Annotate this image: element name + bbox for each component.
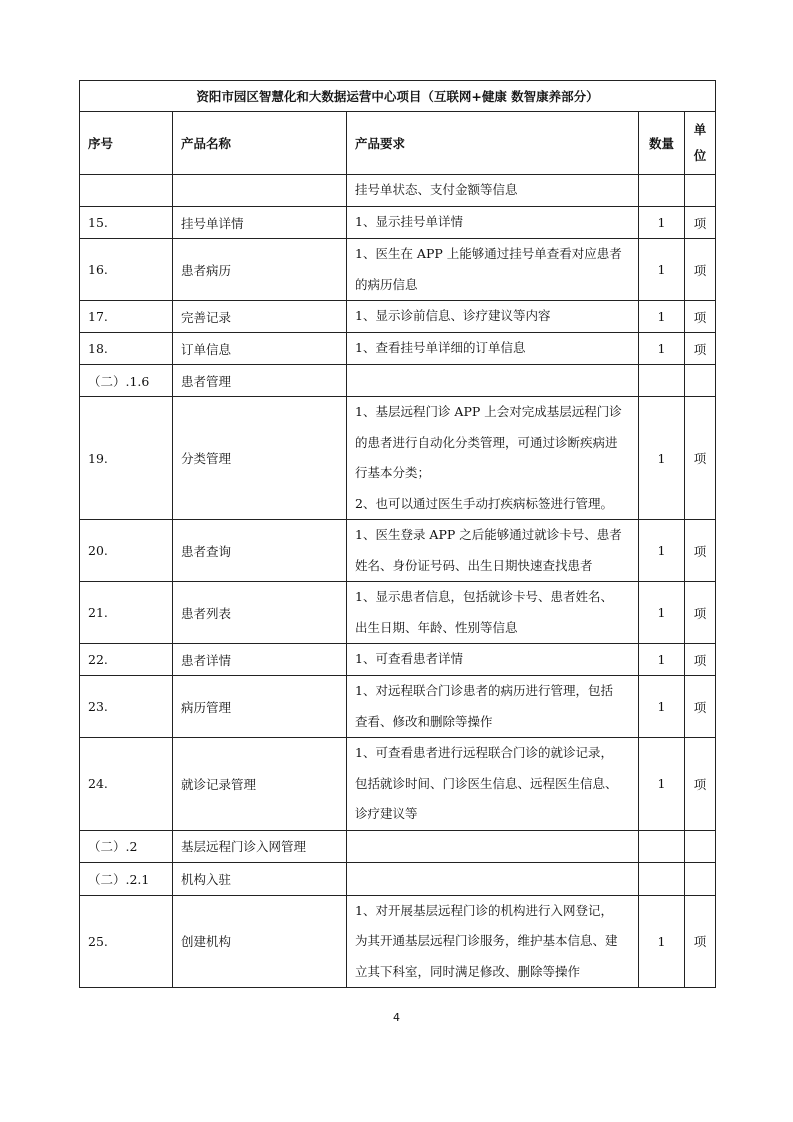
table-header-row xyxy=(80,112,716,175)
table-row xyxy=(80,676,716,738)
cell-index: 20. xyxy=(80,520,173,582)
cell-quantity: 1 xyxy=(639,239,685,301)
requirement-line: 1、基层远程门诊 APP 上会对完成基层远程门诊 xyxy=(355,404,622,419)
cell-unit xyxy=(685,830,716,862)
cell-requirement xyxy=(347,830,639,862)
cell-quantity: 1 xyxy=(639,207,685,239)
requirement-line: 立其下科室，同时满足修改、删除等操作 xyxy=(355,963,581,979)
cell-index: 18. xyxy=(80,333,173,365)
requirement-line: 1、可查看患者详情 xyxy=(355,651,463,667)
cell-requirement xyxy=(347,582,639,644)
cell-quantity: 1 xyxy=(639,738,685,831)
cell-index: 15. xyxy=(80,207,173,239)
cell-index: （二）.1.6 xyxy=(80,365,173,397)
requirement-line: 1、查看挂号单详细的订单信息 xyxy=(355,340,526,356)
cell-requirement xyxy=(347,365,639,397)
cell-name: 订单信息 xyxy=(173,333,347,365)
requirement-line: 1、对远程联合门诊患者的病历进行管理，包括 xyxy=(355,683,613,698)
cell-index: （二）.2.1 xyxy=(80,862,173,895)
table-row xyxy=(80,582,716,644)
cell-name: 基层远程门诊入网管理 xyxy=(173,830,347,862)
cell-quantity xyxy=(639,175,685,207)
cell-name: 创建机构 xyxy=(173,895,347,988)
cell-quantity: 1 xyxy=(639,333,685,365)
cell-name: 分类管理 xyxy=(173,397,347,520)
requirement-line: 包括就诊时间、门诊医生信息、远程医生信息、 xyxy=(355,775,618,791)
cell-quantity: 1 xyxy=(639,520,685,582)
requirement-line: 为其开通基层远程门诊服务，维护基本信息、建 xyxy=(355,933,618,948)
cell-index xyxy=(80,175,173,207)
cell-quantity xyxy=(639,365,685,397)
cell-unit: 项 xyxy=(685,333,716,365)
cell-name: 机构入驻 xyxy=(173,862,347,895)
page-number: 4 xyxy=(393,1011,400,1024)
table-row xyxy=(80,365,716,397)
requirement-line: 1、可查看患者进行远程联合门诊的就诊记录， xyxy=(355,745,613,760)
cell-unit: 项 xyxy=(685,520,716,582)
requirement-line: 行基本分类； xyxy=(355,465,431,480)
cell-quantity: 1 xyxy=(639,301,685,333)
cell-requirement xyxy=(347,333,639,365)
requirement-line: 的患者进行自动化分类管理，可通过诊断疾病进 xyxy=(355,434,618,450)
cell-index: 23. xyxy=(80,676,173,738)
cell-name: 患者详情 xyxy=(173,644,347,676)
requirement-line: 2、也可以通过医生手动打疾病标签进行管理。 xyxy=(355,495,613,511)
cell-quantity: 1 xyxy=(639,895,685,988)
header-index: 序号 xyxy=(80,112,173,175)
cell-index: 16. xyxy=(80,239,173,301)
header-unit-line2: 位 xyxy=(693,148,707,163)
requirement-line: 的病历信息 xyxy=(355,276,418,292)
cell-name: 就诊记录管理 xyxy=(173,738,347,831)
cell-index: （二）.2 xyxy=(80,830,173,862)
cell-requirement xyxy=(347,738,639,831)
requirement-line: 1、医生在 APP 上能够通过挂号单查看对应患者 xyxy=(355,246,622,261)
cell-index: 25. xyxy=(80,895,173,988)
cell-quantity xyxy=(639,830,685,862)
cell-index: 24. xyxy=(80,738,173,831)
header-requirement: 产品要求 xyxy=(347,112,639,175)
cell-unit: 项 xyxy=(685,239,716,301)
cell-index: 19. xyxy=(80,397,173,520)
cell-index: 21. xyxy=(80,582,173,644)
cell-requirement xyxy=(347,175,639,207)
cell-name: 患者管理 xyxy=(173,365,347,397)
product-table xyxy=(79,80,716,988)
requirement-line: 1、显示患者信息，包括就诊卡号、患者姓名、 xyxy=(355,589,613,604)
cell-requirement xyxy=(347,895,639,988)
requirement-line: 1、医生登录 APP 之后能够通过就诊卡号、患者 xyxy=(355,527,622,542)
cell-requirement xyxy=(347,862,639,895)
cell-unit: 项 xyxy=(685,397,716,520)
table-title-row xyxy=(80,81,716,112)
cell-name xyxy=(173,175,347,207)
table-row xyxy=(80,895,716,988)
cell-unit: 项 xyxy=(685,582,716,644)
header-unit xyxy=(685,112,716,175)
requirement-line: 挂号单状态、支付金额等信息 xyxy=(355,182,518,198)
cell-name: 病历管理 xyxy=(173,676,347,738)
cell-unit xyxy=(685,365,716,397)
cell-requirement xyxy=(347,520,639,582)
cell-name: 患者查询 xyxy=(173,520,347,582)
table-row xyxy=(80,644,716,676)
cell-name: 完善记录 xyxy=(173,301,347,333)
cell-unit: 项 xyxy=(685,301,716,333)
cell-requirement xyxy=(347,301,639,333)
cell-quantity xyxy=(639,862,685,895)
table-row xyxy=(80,207,716,239)
requirement-line: 1、对开展基层远程门诊的机构进行入网登记， xyxy=(355,902,613,918)
table-row xyxy=(80,333,716,365)
cell-requirement xyxy=(347,676,639,738)
cell-unit: 项 xyxy=(685,644,716,676)
requirement-line: 1、显示挂号单详情 xyxy=(355,214,463,230)
cell-requirement xyxy=(347,397,639,520)
requirement-line: 查看、修改和删除等操作 xyxy=(355,713,493,729)
cell-unit: 项 xyxy=(685,738,716,831)
table-row xyxy=(80,301,716,333)
requirement-line: 1、显示诊前信息、诊疗建议等内容 xyxy=(355,308,551,324)
cell-unit: 项 xyxy=(685,207,716,239)
cell-unit xyxy=(685,862,716,895)
cell-requirement xyxy=(347,239,639,301)
cell-unit: 项 xyxy=(685,676,716,738)
cell-index: 22. xyxy=(80,644,173,676)
cell-quantity: 1 xyxy=(639,397,685,520)
header-unit-line1: 单 xyxy=(693,122,707,137)
table-row xyxy=(80,830,716,862)
header-quantity: 数量 xyxy=(639,112,685,175)
cell-name: 患者列表 xyxy=(173,582,347,644)
table-row xyxy=(80,738,716,831)
table-row xyxy=(80,239,716,301)
table-row xyxy=(80,175,716,207)
cell-name: 患者病历 xyxy=(173,239,347,301)
cell-unit: 项 xyxy=(685,895,716,988)
cell-quantity: 1 xyxy=(639,644,685,676)
requirement-line: 出生日期、年龄、性别等信息 xyxy=(355,619,518,635)
cell-index: 17. xyxy=(80,301,173,333)
requirement-line: 诊疗建议等 xyxy=(355,806,418,821)
table-row xyxy=(80,862,716,895)
header-name: 产品名称 xyxy=(173,112,347,175)
cell-name: 挂号单详情 xyxy=(173,207,347,239)
requirement-line: 姓名、身份证号码、出生日期快速查找患者 xyxy=(355,557,593,573)
cell-requirement xyxy=(347,644,639,676)
cell-quantity: 1 xyxy=(639,582,685,644)
table-row xyxy=(80,397,716,520)
cell-requirement xyxy=(347,207,639,239)
document-title: 资阳市园区智慧化和大数据运营中心项目（互联网+健康 数智康养部分） xyxy=(80,81,716,112)
cell-unit xyxy=(685,175,716,207)
cell-quantity: 1 xyxy=(639,676,685,738)
table-row xyxy=(80,520,716,582)
